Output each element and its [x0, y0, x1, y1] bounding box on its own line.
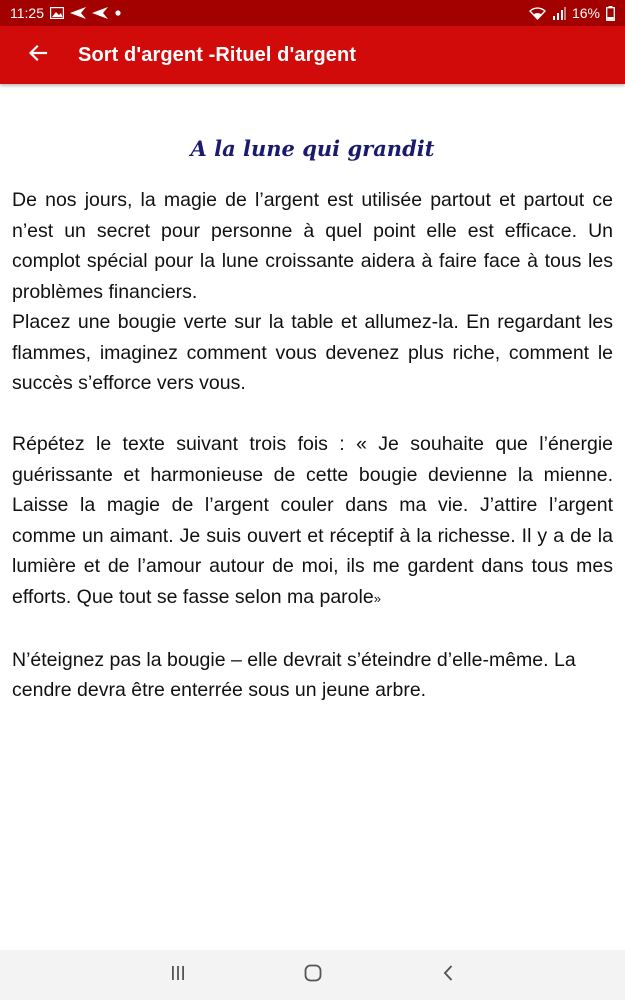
- signal-icon: [552, 7, 566, 20]
- home-icon: [304, 964, 322, 987]
- app-bar: [0, 26, 625, 84]
- status-right: [529, 5, 615, 21]
- article-title: A la lune qui grandit: [190, 136, 435, 161]
- navigation-bar: [0, 950, 625, 1000]
- nav-back-button[interactable]: [418, 950, 478, 1000]
- paragraph-spacer: [12, 399, 613, 430]
- article-body: [12, 185, 613, 706]
- closing-quote: »: [373, 590, 381, 606]
- recent-apps-icon: [170, 965, 186, 986]
- home-button[interactable]: [283, 950, 343, 1000]
- page-title: Sort d'argent -Rituel d'argent: [78, 43, 357, 66]
- paragraph-2: Placez une bougie verte sur la table et allumez-la. En regardant les flammes, imaginez comment vous devenez plus riche, comment le succès s’efforce vers vous.: [12, 311, 613, 394]
- paragraph-spacer: [12, 614, 613, 645]
- send-icon: [70, 7, 86, 19]
- image-icon: [50, 7, 64, 19]
- send-icon: [92, 7, 108, 19]
- paragraph-3-text: Répétez le texte suivant trois fois : « Je souhaite que l’énergie guérissante et harmonieuse de cette bougie devienne la mienne. Laisse la magie de l’argent couler dans ma vie. J’attire l’argent comme un aimant. Je suis ouvert et réceptif à la richesse. Il y a de la lumière et de l’amour autour de moi, ils me gardent dans tous mes efforts. Que tout se fasse selon ma parole: [12, 433, 613, 608]
- battery-icon: [606, 6, 615, 21]
- article-content[interactable]: [0, 84, 625, 950]
- recent-apps-button[interactable]: [148, 950, 208, 1000]
- paragraph-3: [12, 429, 613, 614]
- paragraph-1: De nos jours, la magie de l’argent est utilisée partout et partout ce n’est un secret pour personne à quel point elle est efficace. Un complot spécial pour la lune croissante aidera à faire face à tous les problèmes financiers.: [12, 189, 613, 303]
- dot-icon: [114, 9, 122, 17]
- paragraph-4: N’éteignez pas la bougie – elle devrait s’éteindre d’elle-même. La cendre devra être enterrée sous un jeune arbre.: [12, 648, 576, 701]
- status-bar: [0, 0, 625, 26]
- status-left: [10, 5, 122, 21]
- back-icon: [442, 964, 454, 987]
- back-button[interactable]: [10, 26, 66, 84]
- battery-percent: 16%: [571, 5, 600, 21]
- wifi-icon: [529, 7, 546, 20]
- arrow-left-icon: [28, 43, 48, 68]
- status-time: 11:25: [10, 5, 44, 21]
